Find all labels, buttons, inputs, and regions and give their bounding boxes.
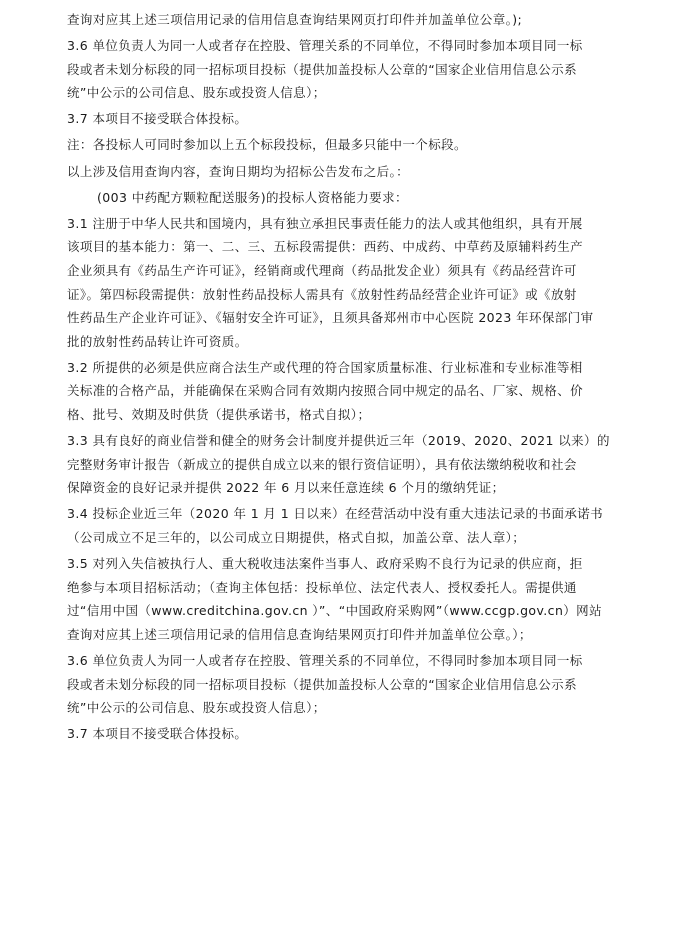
text-line: 3.3 具有良好的商业信誉和健全的财务会计制度并提供近三年（2019、2020、2021 以来）的 bbox=[67, 433, 610, 449]
text-line: 3.2 所提供的必须是供应商合法生产或代理的符合国家质量标准、行业标准和专业标准等相 bbox=[67, 359, 583, 375]
document-paragraph bbox=[67, 649, 630, 720]
text-line: 查询对应其上述三项信用记录的信用信息查询结果网页打印件并加盖单位公章。); bbox=[67, 12, 523, 27]
text-line: 绝参与本项目招标活动；（查询主体包括：投标单位、法定代表人、授权委托人。需提供通 bbox=[67, 579, 577, 595]
text-line: 注：各投标人可同时参加以上五个标段投标，但最多只能中一个标段。 bbox=[67, 137, 467, 153]
text-line: 查询对应其上述三项信用记录的信用信息查询结果网页打印件并加盖单位公章。）； bbox=[67, 626, 532, 642]
text-line: 段或者未划分标段的同一招标项目投标（提供加盖投标人公章的“国家企业信用信息公示系 bbox=[67, 676, 577, 692]
text-line: 批的放射性药品转让许可资质。 bbox=[67, 333, 248, 349]
text-line: 完整财务审计报告（新成立的提供自成立以来的银行资信证明），具有依法缴纳税收和社会 bbox=[67, 456, 577, 472]
text-line: 统”中公示的公司信息、股东或投资人信息）； bbox=[67, 700, 326, 716]
text-line: 过“信用中国（www.creditchina.gov.cn ）”、“中国政府采购网”（www.ccgp.gov.cn）网站 bbox=[67, 603, 602, 619]
document-paragraph bbox=[67, 8, 630, 32]
document-paragraph bbox=[67, 356, 630, 427]
text-line: 以上涉及信用查询内容，查询日期均为招标公告发布之后。： bbox=[67, 163, 410, 179]
text-line: 统”中公示的公司信息、股东或投资人信息）； bbox=[67, 85, 326, 101]
text-line: 3.6 单位负责人为同一人或者存在控股、管理关系的不同单位，不得同时参加本项目同一标 bbox=[67, 652, 583, 668]
document-paragraph bbox=[67, 722, 630, 746]
text-line: 3.4 投标企业近三年（2020 年 1 月 1 日以来）在经营活动中没有重大违法记录的书面承诺书 bbox=[67, 506, 604, 522]
text-line: 证》。第四标段需提供：放射性药品投标人需具有《放射性药品经营企业许可证》或《放射 bbox=[67, 286, 577, 302]
document-paragraph bbox=[67, 107, 630, 131]
document-paragraph bbox=[67, 429, 630, 500]
text-line: 企业须具有《药品生产许可证》，经销商或代理商（药品批发企业）须具有《药品经营许可 bbox=[67, 262, 577, 278]
document-paragraph bbox=[67, 212, 630, 354]
document-paragraph bbox=[67, 552, 630, 646]
text-line: 3.7 本项目不接受联合体投标。 bbox=[67, 726, 248, 742]
document-paragraph bbox=[67, 502, 630, 549]
document-paragraph bbox=[67, 34, 630, 105]
text-line: 格、批号、效期及时供货（提供承诺书，格式自拟）； bbox=[67, 407, 371, 422]
document-paragraph bbox=[67, 186, 630, 210]
text-line: 3.7 本项目不接受联合体投标。 bbox=[67, 111, 248, 127]
text-line: 3.1 注册于中华人民共和国境内，具有独立承担民事责任能力的法人或其他组织，具有开展 bbox=[67, 215, 583, 231]
text-line: 3.6 单位负责人为同一人或者存在控股、管理关系的不同单位，不得同时参加本项目同一标 bbox=[67, 38, 583, 54]
text-line: （公司成立不足三年的，以公司成立日期提供，格式自拟，加盖公章、法人章）； bbox=[67, 529, 526, 545]
text-line: 性药品生产企业许可证》、《辐射安全许可证》，且须具备郑州市中心医院 2023 年环保部门审 bbox=[67, 310, 594, 326]
document-paragraph bbox=[67, 133, 630, 157]
text-line: 保障资金的良好记录并提供 2022 年 6 月以来任意连续 6 个月的缴纳凭证； bbox=[67, 480, 505, 496]
text-line: (003 中药配方颗粒配送服务)的投标人资格能力要求： bbox=[97, 189, 408, 205]
text-line: 该项目的基本能力：第一、二、三、五标段需提供：西药、中成药、中草药及原辅料药生产 bbox=[67, 239, 584, 255]
text-line: 关标准的合格产品，并能确保在采购合同有效期内按照合同中规定的品名、厂家、规格、价 bbox=[67, 383, 584, 399]
text-line: 3.5 对列入失信被执行人、重大税收违法案件当事人、政府采购不良行为记录的供应商，拒 bbox=[67, 556, 583, 572]
document-paragraph bbox=[67, 160, 630, 184]
text-line: 段或者未划分标段的同一招标项目投标（提供加盖投标人公章的“国家企业信用信息公示系 bbox=[67, 61, 577, 77]
